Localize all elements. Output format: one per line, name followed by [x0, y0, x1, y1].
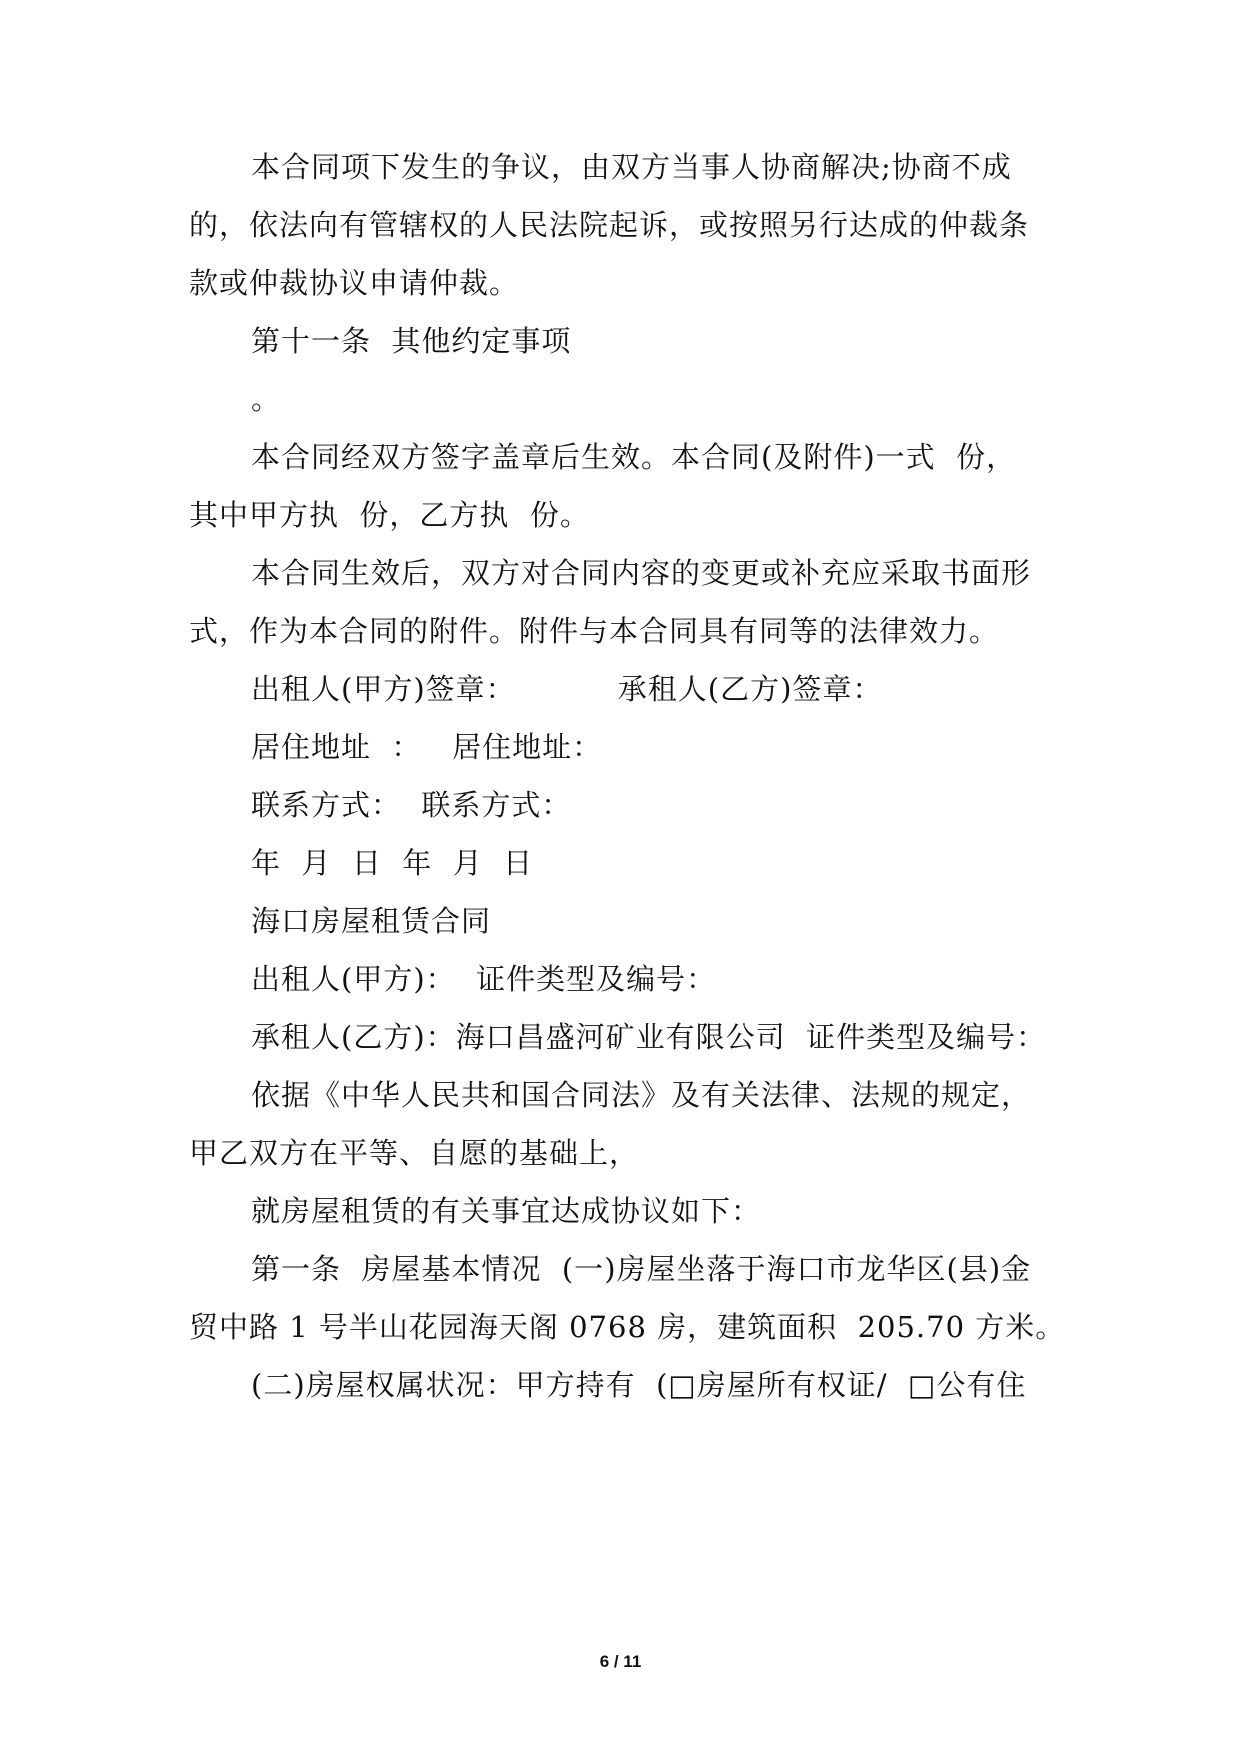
contract-title: 海口房屋租赁合同 — [251, 904, 492, 938]
paragraph-line: 其中甲方执 份，乙方执 份。 — [189, 498, 590, 532]
paragraph-line: 就房屋租赁的有关事宜达成协议如下： — [251, 1194, 762, 1228]
party-a-line: 出租人(甲方)： 证件类型及编号： — [251, 962, 717, 996]
paragraph-line: 本合同经双方签字盖章后生效。本合同(及附件)一式 份， — [251, 440, 1017, 474]
paragraph-line: 贸中路 1 号半山花园海天阁 0768 房，建筑面积 205.70 方米。 — [189, 1310, 1066, 1344]
signature-line: 出租人(甲方)签章： 承租人(乙方)签章： — [251, 672, 883, 706]
paragraph-line: 本合同项下发生的争议，由双方当事人协商解决;协商不成 — [251, 150, 1012, 184]
paragraph-line: 本合同生效后，双方对合同内容的变更或补充应采取书面形 — [251, 556, 1032, 590]
address-line: 居住地址 ： 居住地址： — [251, 730, 603, 764]
paragraph-line: 式，作为本合同的附件。附件与本合同具有同等的法律效力。 — [189, 614, 1000, 648]
party-b-line: 承租人(乙方)：海口昌盛河矿业有限公司 证件类型及编号： — [251, 1020, 1047, 1054]
paragraph-line: 。 — [251, 382, 282, 416]
article-heading: 第十一条 其他约定事项 — [251, 324, 572, 358]
paragraph-line: 依据《中华人民共和国合同法》及有关法律、法规的规定， — [251, 1078, 1032, 1112]
paragraph-line: (二)房屋权属状况：甲方持有 (□房屋所有权证/ □公有住 — [251, 1368, 1027, 1402]
contact-line: 联系方式： 联系方式： — [251, 788, 572, 822]
page-number: 6 / 11 — [599, 1652, 642, 1671]
paragraph-line: 的，依法向有管辖权的人民法院起诉，或按照另行达成的仲裁条 — [189, 208, 1030, 242]
article-heading: 第一条 房屋基本情况 (一)房屋坐落于海口市龙华区(县)金 — [251, 1252, 1032, 1286]
date-line: 年 月 日 年 月 日 — [251, 846, 534, 880]
paragraph-line: 款或仲裁协议申请仲裁。 — [189, 266, 520, 300]
paragraph-line: 甲乙双方在平等、自愿的基础上， — [189, 1136, 640, 1170]
